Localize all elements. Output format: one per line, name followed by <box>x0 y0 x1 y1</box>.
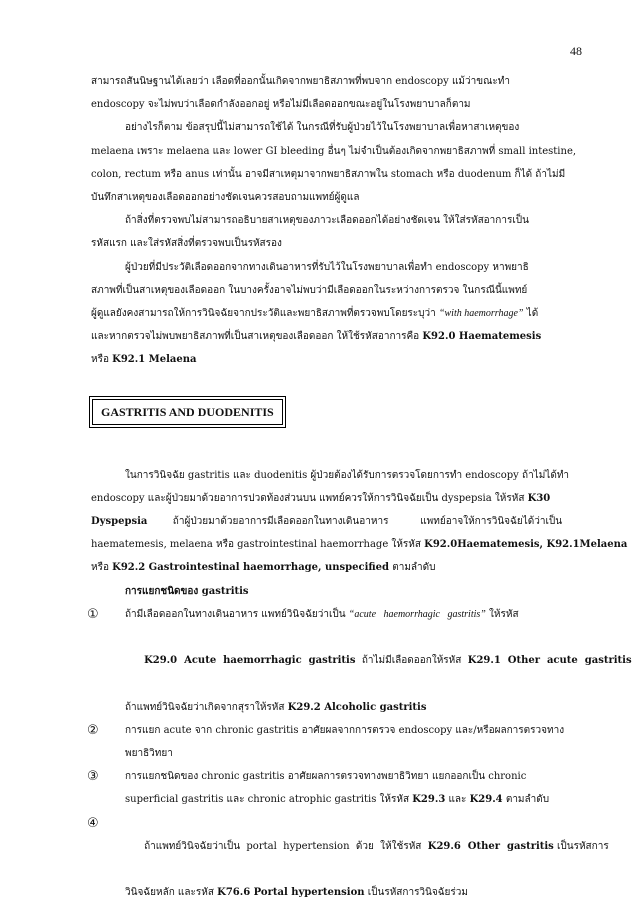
circled-number-4-icon: ④ <box>87 815 99 831</box>
text-span: haematemesis, melaena หรือ gastrointestinal haemorrhage ให้รหัส <box>91 539 425 551</box>
text-span: หรือ <box>91 562 113 574</box>
code-reference: K29.1 Other acute gastritis <box>467 655 632 667</box>
list-item <box>87 812 609 905</box>
text-line <box>125 881 579 904</box>
text-line: พยาธิวิทยา <box>125 748 173 760</box>
text-line: ถ้าสิ่งที่ตรวจพบไม่สามารถอธิบายสาเหตุของภาวะเลือดออกได้อย่างชัดเจน ให้ใส่รหัสอาการเป็น <box>125 215 529 227</box>
paragraph-2 <box>91 116 579 209</box>
text-line: melaena เพราะ melaena และ lower GI bleeding อื่นๆ ไม่จำเป็นต้องเกิดจากพยาธิสภาพที่ small intestine, <box>91 145 577 157</box>
list-item <box>87 719 579 765</box>
text-span: เป็นรหัสการวินิจฉัยร่วม <box>364 887 468 899</box>
text-line: สภาพที่เป็นสาเหตุของเลือดออก ในบางครั้งอาจไม่พบว่ามีเลือดออกในระหว่างการตรวจ ในกรณีนี้แพทย์ <box>91 284 528 296</box>
text-span: ให้รหัส <box>485 608 519 620</box>
code-reference: K30 <box>527 492 551 504</box>
text-line <box>91 325 579 348</box>
circled-number-1-icon: ① <box>87 606 99 622</box>
paragraph-4 <box>91 256 579 372</box>
paragraph-1 <box>91 70 579 116</box>
text-span: superficial gastritis และ chronic atrophic gastritis ให้รหัส <box>125 794 413 806</box>
text-span: ถ้าผู้ป่วยมาด้วยอาการมีเลือดออกในทางเดินอาหาร แพทย์อาจให้การวินิจฉัยได้ว่าเป็น <box>147 516 563 528</box>
text-line <box>91 302 579 325</box>
spacer <box>91 428 579 464</box>
circled-number-2-icon: ② <box>87 722 99 738</box>
code-reference: K92.0Haematemesis, K92.1Melaena <box>424 539 628 551</box>
italic-term: “acute haemorrhagic gastritis” <box>348 608 486 620</box>
list-item <box>87 765 579 811</box>
text-line: endoscopy จะไม่พบว่าเลือดกำลังออกอยู่ หรือไม่มีเลือดออกขณะอยู่ในโรงพยาบาลก็ตาม <box>91 99 471 111</box>
text-line: อย่างไรก็ตาม ข้อสรุปนี้ไม่สามารถใช้ได้ ในกรณีที่รับผู้ป่วยไว้ในโรงพยาบาลเพื่อหาสาเหตุของ <box>125 122 520 134</box>
text-span: วินิจฉัยหลัก และรหัส <box>125 887 218 899</box>
text-span: ถ้าแพทย์วินิจฉัยว่าเกิดจากสุราให้รหัส <box>125 701 288 713</box>
text-line: colon, rectum หรือ anus เท่านั้น อาจมีสาเหตุมาจากพยาธิสภาพใน stomach หรือ duodenum ก็ได้ ถ้าไม่มี <box>91 168 566 180</box>
text-line: ในการวินิจฉัย gastritis และ duodenitis ผู้ป่วยต้องได้รับการตรวจโดยการทำ endoscopy ถ้าไม่ได้ทำ <box>125 469 570 481</box>
text-span: ถ้าไม่มีเลือดออกให้รหัส <box>355 655 468 667</box>
text-line <box>125 626 632 696</box>
document-body <box>87 70 632 905</box>
text-line: สามารถสันนิษฐานได้เลยว่า เลือดที่ออกนั้นเกิดจากพยาธิสภาพที่พบจาก endoscopy แม้ว่าขณะทำ <box>91 76 510 87</box>
text-line: การแยก acute จาก chronic gastritis อาศัยผลจากการตรวจ endoscopy และ/หรือผลการตรวจทาง <box>125 724 565 736</box>
text-span: endoscopy และผู้ป่วยมาด้วยอาการปวดท้องส่วนบน แพทย์ควรให้การวินิจฉัยเป็น dyspepsia ให้รหัส <box>91 492 528 504</box>
code-reference: K29.6 Other gastritis <box>427 840 554 852</box>
text-line <box>91 348 579 371</box>
text-line: บันทึกสาเหตุของเลือดออกอย่างชัดเจนควรสอบถามแพทย์ผู้ดูแล <box>91 192 360 204</box>
text-span: ได้ <box>523 308 539 320</box>
subheading: การแยกชนิดของ gastritis <box>125 585 249 597</box>
code-reference: K29.2 Alcoholic gastritis <box>287 701 427 713</box>
text-line <box>125 812 609 882</box>
section-title: GASTRITIS AND DUODENITIS <box>92 399 283 425</box>
text-span: ตามลำดับ <box>502 794 550 806</box>
text-line: การแยกชนิดของ chronic gastritis อาศัยผลการตรวจทางพยาธิวิทยา แยกออกเป็น chronic <box>125 771 527 783</box>
code-reference: K92.2 Gastrointestinal haemorrhage, unspecified <box>112 562 390 574</box>
text-line <box>91 533 628 556</box>
code-reference: K29.0 Acute haemorrhagic gastritis <box>144 655 356 667</box>
text-span: และหากตรวจไม่พบพยาธิสภาพที่เป็นสาเหตุของเลือดออก ให้ใช้รหัสอาการคือ <box>91 331 423 343</box>
list-item <box>87 603 632 719</box>
paragraph-5 <box>91 464 628 580</box>
text-span: ผู้ดูแลยังคงสามารถให้การวินิจฉัยจากประวัติและพยาธิสภาพที่ตรวจพบโดยระบุว่า <box>91 308 439 320</box>
circled-number-3-icon: ③ <box>87 769 99 785</box>
paragraph-3 <box>91 209 579 255</box>
code-reference: K29.4 <box>469 794 503 806</box>
text-span: ถ้าแพทย์วินิจฉัยว่าเป็น portal hypertension ด้วย ให้ใช้รหัส <box>144 840 428 852</box>
text-line <box>125 788 579 811</box>
code-reference: K92.0 Haematemesis <box>422 331 542 343</box>
text-line <box>125 603 579 626</box>
text-line: รหัสแรก และใส่รหัสสิ่งที่ตรวจพบเป็นรหัสรอง <box>91 238 282 250</box>
section-title-box <box>89 396 286 428</box>
code-reference: Dyspepsia <box>91 516 148 528</box>
text-span: และ <box>445 794 470 806</box>
text-line: ผู้ป่วยที่มีประวัติเลือดออกจากทางเดินอาหารที่รับไว้ในโรงพยาบาลเพื่อทำ endoscopy หาพยาธิ <box>125 261 529 273</box>
text-span: หรือ <box>91 354 113 366</box>
code-reference: K76.6 Portal hypertension <box>217 887 365 899</box>
text-line <box>91 556 579 579</box>
text-span: ตามลำดับ <box>389 562 436 574</box>
code-reference: K29.3 <box>412 794 446 806</box>
code-reference: K92.1 Melaena <box>112 354 197 366</box>
text-line <box>91 487 579 510</box>
page-number: 48 <box>570 44 582 58</box>
text-span: ถ้ามีเลือดออกในทางเดินอาหาร แพทย์วินิจฉัยว่าเป็น <box>125 608 349 620</box>
text-line <box>125 696 579 719</box>
text-span: เป็นรหัสการ <box>553 840 609 852</box>
italic-term: “with haemorrhage” <box>438 308 524 320</box>
text-line <box>91 510 579 533</box>
